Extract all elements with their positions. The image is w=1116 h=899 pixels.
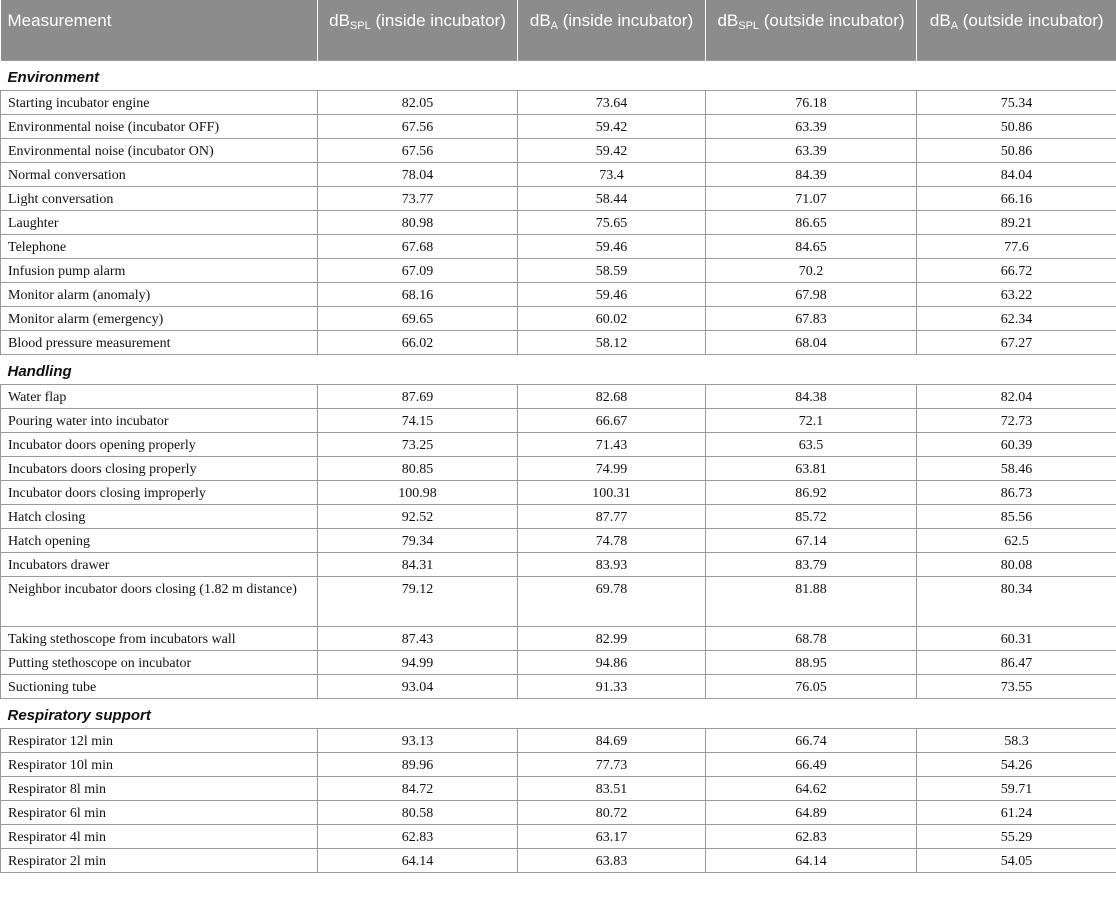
cell-dba-inside: 74.99 [518,456,706,480]
cell-dbspl-outside: 81.88 [706,576,917,626]
row-label: Environmental noise (incubator OFF) [1,114,318,138]
cell-dba-outside: 80.34 [917,576,1116,626]
cell-dba-inside: 71.43 [518,432,706,456]
cell-dba-outside: 73.55 [917,674,1116,698]
cell-dba-inside: 74.78 [518,528,706,552]
cell-dba-inside: 83.51 [518,776,706,800]
row-label: Respirator 8l min [1,776,318,800]
table-row [1,776,1116,800]
table-row [1,848,1116,872]
cell-dba-outside: 58.46 [917,456,1116,480]
cell-dba-outside: 75.34 [917,90,1116,114]
cell-dbspl-outside: 64.89 [706,800,917,824]
cell-dbspl-outside: 70.2 [706,258,917,282]
cell-dba-outside: 62.5 [917,528,1116,552]
table-row [1,282,1116,306]
cell-dbspl-outside: 66.49 [706,752,917,776]
section-row [1,698,1116,728]
cell-dba-outside: 54.05 [917,848,1116,872]
cell-dba-inside: 60.02 [518,306,706,330]
cell-dbspl-outside: 63.81 [706,456,917,480]
cell-dba-inside: 75.65 [518,210,706,234]
cell-dba-outside: 60.39 [917,432,1116,456]
row-label: Light conversation [1,186,318,210]
cell-dbspl-inside: 66.02 [318,330,518,354]
cell-dba-inside: 87.77 [518,504,706,528]
cell-dba-outside: 66.72 [917,258,1116,282]
row-label: Blood pressure measurement [1,330,318,354]
cell-dba-inside: 58.44 [518,186,706,210]
cell-dba-outside: 58.3 [917,728,1116,752]
cell-dba-outside: 63.22 [917,282,1116,306]
cell-dbspl-inside: 62.83 [318,824,518,848]
row-label: Hatch closing [1,504,318,528]
cell-dba-outside: 89.21 [917,210,1116,234]
cell-dbspl-inside: 74.15 [318,408,518,432]
cell-dbspl-inside: 67.09 [318,258,518,282]
row-label: Infusion pump alarm [1,258,318,282]
table-row [1,552,1116,576]
cell-dbspl-inside: 100.98 [318,480,518,504]
cell-dba-outside: 77.6 [917,234,1116,258]
row-label: Incubator doors closing improperly [1,480,318,504]
cell-dba-outside: 72.73 [917,408,1116,432]
cell-dbspl-outside: 63.5 [706,432,917,456]
cell-dbspl-outside: 84.38 [706,384,917,408]
cell-dba-inside: 77.73 [518,752,706,776]
table-row [1,384,1116,408]
table-row [1,162,1116,186]
cell-dbspl-inside: 82.05 [318,90,518,114]
cell-dba-outside: 61.24 [917,800,1116,824]
cell-dbspl-outside: 67.83 [706,306,917,330]
row-label: Monitor alarm (anomaly) [1,282,318,306]
cell-dbspl-outside: 68.04 [706,330,917,354]
header-dba-outside: $dB_A$ (outside incubator) [917,0,1116,60]
cell-dbspl-inside: 93.13 [318,728,518,752]
cell-dbspl-outside: 83.79 [706,552,917,576]
table-row [1,752,1116,776]
table-row [1,528,1116,552]
cell-dba-inside: 73.64 [518,90,706,114]
cell-dba-outside: 50.86 [917,114,1116,138]
cell-dbspl-inside: 68.16 [318,282,518,306]
cell-dba-outside: 82.04 [917,384,1116,408]
row-label: Laughter [1,210,318,234]
header-dba-inside: $dB_A$ (inside incubator) [518,0,706,60]
row-label: Suctioning tube [1,674,318,698]
table-row [1,480,1116,504]
cell-dbspl-outside: 71.07 [706,186,917,210]
table-row [1,576,1116,626]
cell-dba-outside: 50.86 [917,138,1116,162]
section-title: Respiratory support [1,698,1116,728]
cell-dbspl-inside: 94.99 [318,650,518,674]
cell-dba-inside: 94.86 [518,650,706,674]
cell-dbspl-inside: 92.52 [318,504,518,528]
cell-dba-inside: 82.68 [518,384,706,408]
table-row [1,258,1116,282]
cell-dbspl-outside: 62.83 [706,824,917,848]
cell-dbspl-outside: 76.05 [706,674,917,698]
row-label: Taking stethoscope from incubators wall [1,626,318,650]
cell-dba-inside: 59.46 [518,234,706,258]
cell-dbspl-outside: 67.98 [706,282,917,306]
cell-dba-inside: 59.46 [518,282,706,306]
row-label: Putting stethoscope on incubator [1,650,318,674]
cell-dbspl-inside: 87.43 [318,626,518,650]
section-title: Environment [1,60,1116,90]
cell-dba-outside: 59.71 [917,776,1116,800]
table-row [1,824,1116,848]
cell-dbspl-outside: 63.39 [706,138,917,162]
cell-dbspl-inside: 78.04 [318,162,518,186]
cell-dbspl-outside: 66.74 [706,728,917,752]
row-label: Normal conversation [1,162,318,186]
header-dbspl-outside: $dB_{SPL}$ (outside incubator) [706,0,917,60]
cell-dbspl-outside: 86.92 [706,480,917,504]
cell-dba-inside: 91.33 [518,674,706,698]
table-row [1,728,1116,752]
cell-dbspl-outside: 72.1 [706,408,917,432]
table-body [1,60,1116,872]
cell-dbspl-inside: 67.56 [318,138,518,162]
cell-dba-outside: 86.47 [917,650,1116,674]
cell-dba-outside: 84.04 [917,162,1116,186]
cell-dba-outside: 55.29 [917,824,1116,848]
table-row [1,650,1116,674]
cell-dbspl-inside: 79.12 [318,576,518,626]
cell-dbspl-inside: 87.69 [318,384,518,408]
cell-dba-inside: 58.59 [518,258,706,282]
section-row [1,60,1116,90]
section-row [1,354,1116,384]
header-row [1,0,1116,60]
cell-dbspl-inside: 69.65 [318,306,518,330]
cell-dbspl-outside: 86.65 [706,210,917,234]
cell-dbspl-inside: 84.72 [318,776,518,800]
row-label: Water flap [1,384,318,408]
row-label: Incubator doors opening properly [1,432,318,456]
table-row [1,90,1116,114]
row-label: Respirator 6l min [1,800,318,824]
table-row [1,330,1116,354]
table-row [1,408,1116,432]
header-dbspl-inside: $dB_{SPL}$ (inside incubator) [318,0,518,60]
cell-dbspl-inside: 79.34 [318,528,518,552]
cell-dba-inside: 59.42 [518,114,706,138]
cell-dbspl-inside: 80.85 [318,456,518,480]
cell-dba-inside: 63.17 [518,824,706,848]
cell-dba-inside: 100.31 [518,480,706,504]
row-label: Respirator 2l min [1,848,318,872]
cell-dbspl-inside: 80.58 [318,800,518,824]
row-label: Monitor alarm (emergency) [1,306,318,330]
header-measurement: Measurement [1,0,318,60]
row-label: Pouring water into incubator [1,408,318,432]
cell-dba-outside: 54.26 [917,752,1116,776]
cell-dba-inside: 84.69 [518,728,706,752]
cell-dba-outside: 62.34 [917,306,1116,330]
row-label: Neighbor incubator doors closing (1.82 m distance) [1,576,318,626]
cell-dba-inside: 69.78 [518,576,706,626]
cell-dba-outside: 67.27 [917,330,1116,354]
cell-dba-outside: 85.56 [917,504,1116,528]
table-row [1,626,1116,650]
cell-dbspl-outside: 64.62 [706,776,917,800]
table-row [1,456,1116,480]
row-label: Incubators doors closing properly [1,456,318,480]
cell-dba-inside: 66.67 [518,408,706,432]
cell-dba-inside: 58.12 [518,330,706,354]
cell-dbspl-outside: 64.14 [706,848,917,872]
cell-dba-outside: 60.31 [917,626,1116,650]
table-row [1,306,1116,330]
table-row [1,674,1116,698]
table-row [1,186,1116,210]
row-label: Respirator 12l min [1,728,318,752]
table-row [1,504,1116,528]
row-label: Incubators drawer [1,552,318,576]
row-label: Hatch opening [1,528,318,552]
table-row [1,138,1116,162]
cell-dba-inside: 82.99 [518,626,706,650]
table-row [1,114,1116,138]
table-header [1,0,1116,60]
cell-dbspl-inside: 67.68 [318,234,518,258]
row-label: Starting incubator engine [1,90,318,114]
cell-dba-inside: 63.83 [518,848,706,872]
cell-dba-outside: 66.16 [917,186,1116,210]
cell-dba-inside: 83.93 [518,552,706,576]
cell-dbspl-outside: 68.78 [706,626,917,650]
cell-dbspl-inside: 73.77 [318,186,518,210]
section-title: Handling [1,354,1116,384]
cell-dbspl-inside: 89.96 [318,752,518,776]
table-row [1,234,1116,258]
cell-dbspl-outside: 88.95 [706,650,917,674]
cell-dbspl-inside: 93.04 [318,674,518,698]
cell-dbspl-outside: 63.39 [706,114,917,138]
cell-dba-inside: 59.42 [518,138,706,162]
cell-dbspl-outside: 84.65 [706,234,917,258]
cell-dba-outside: 86.73 [917,480,1116,504]
cell-dbspl-inside: 80.98 [318,210,518,234]
row-label: Telephone [1,234,318,258]
row-label: Environmental noise (incubator ON) [1,138,318,162]
cell-dba-inside: 73.4 [518,162,706,186]
row-label: Respirator 10l min [1,752,318,776]
cell-dbspl-outside: 84.39 [706,162,917,186]
cell-dbspl-inside: 67.56 [318,114,518,138]
cell-dbspl-inside: 84.31 [318,552,518,576]
cell-dbspl-outside: 67.14 [706,528,917,552]
cell-dbspl-outside: 85.72 [706,504,917,528]
cell-dba-outside: 80.08 [917,552,1116,576]
table-row [1,210,1116,234]
cell-dbspl-outside: 76.18 [706,90,917,114]
cell-dba-inside: 80.72 [518,800,706,824]
row-label: Respirator 4l min [1,824,318,848]
table-row [1,432,1116,456]
cell-dbspl-inside: 64.14 [318,848,518,872]
cell-dbspl-inside: 73.25 [318,432,518,456]
table-row [1,800,1116,824]
